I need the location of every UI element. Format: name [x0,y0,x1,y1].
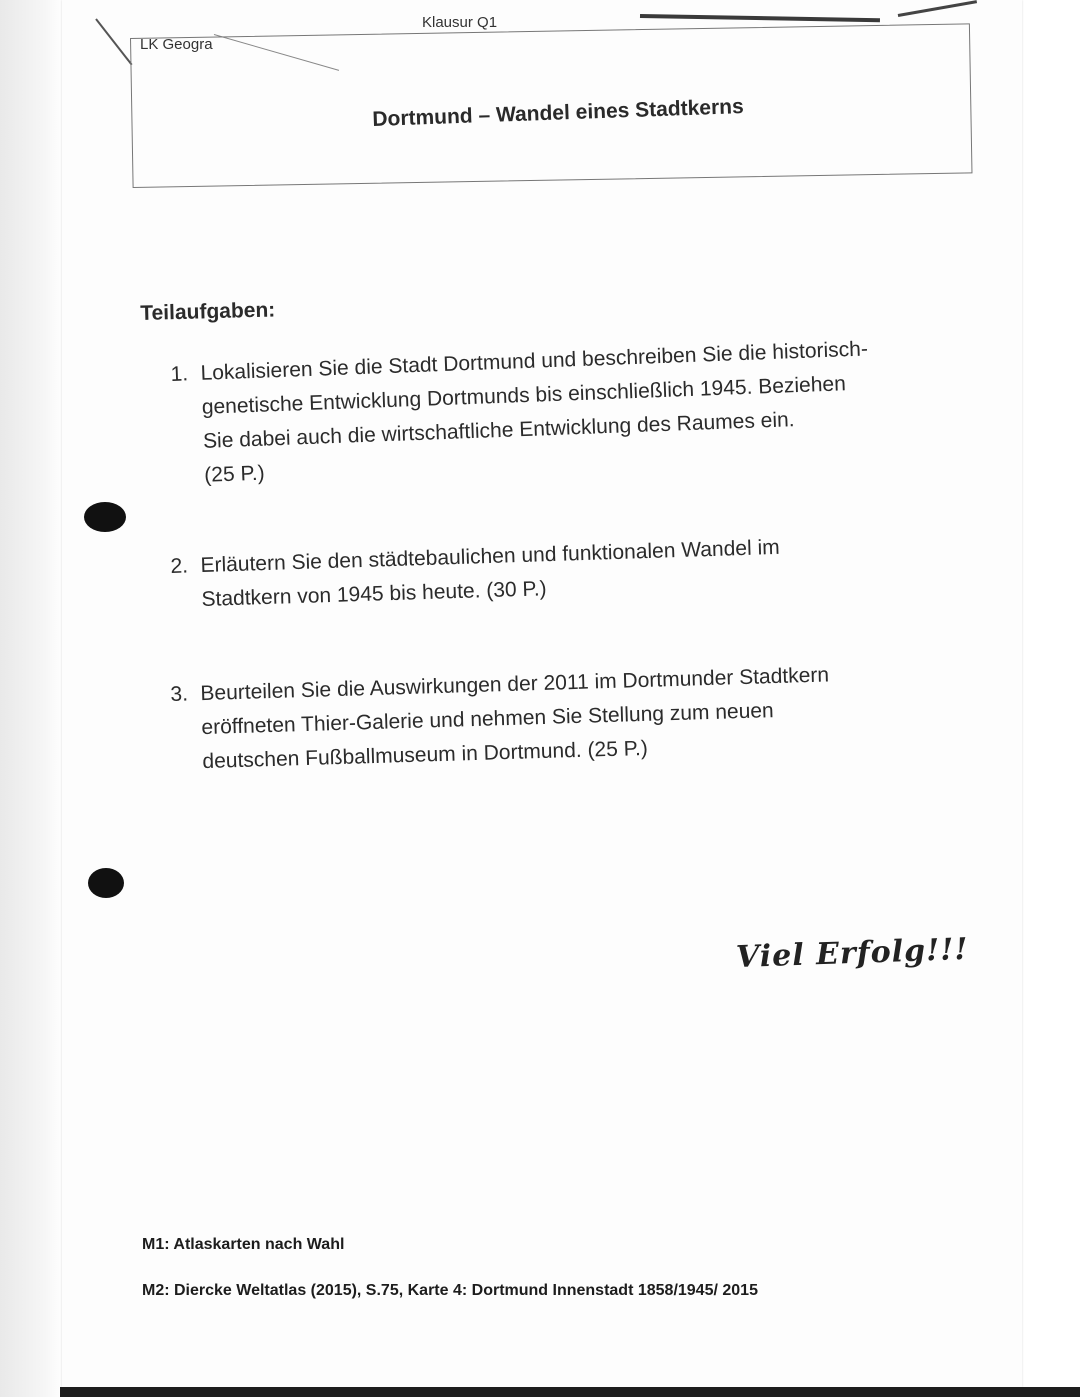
task-3 [170,658,832,779]
material-m1: M1: Atlaskarten nach Wahl [142,1236,345,1253]
background-shadow [0,0,64,1397]
task-line: deutschen Fußballmuseum in Dortmund. (25 P.) [202,736,649,774]
task-number: 1. [170,362,189,386]
page-title: Dortmund – Wandel eines Stadtkerns [372,95,745,131]
task-line: Sie dabei auch die wirtschaftliche Entwicklung des Raumes ein. [202,408,795,453]
course-label: LK Geogra [140,36,213,53]
closing-message: Viel Erfolg!!! [735,931,970,976]
bottom-edge [60,1387,1080,1397]
task-line: Lokalisieren Sie die Stadt Dortmund und beschreiben Sie die historisch- [200,337,869,385]
task-line: eröffneten Thier-Galerie und nehmen Sie Stellung zum neuen [201,699,775,740]
task-line: Beurteilen Sie die Auswirkungen der 2011 im Dortmunder Stadtkern [200,663,830,706]
material-m2: M2: Diercke Weltatlas (2015), S.75, Karte 4: Dortmund Innenstadt 1858/1945/ 2015 [142,1282,758,1299]
section-heading: Teilaufgaben: [140,298,276,325]
exam-label: Klausur Q1 [422,14,498,31]
task-1 [170,332,872,493]
task-number: 2. [170,554,189,578]
punch-hole [88,868,124,898]
task-line: Erläutern Sie den städtebaulichen und funktionalen Wandel im [200,535,781,578]
task-line: (25 P.) [203,461,266,487]
task-number: 3. [170,682,189,706]
task-line: genetische Entwicklung Dortmunds bis einschließlich 1945. Beziehen [201,372,847,419]
punch-hole [84,502,126,532]
task-line: Stadtkern von 1945 bis heute. (30 P.) [201,577,547,612]
